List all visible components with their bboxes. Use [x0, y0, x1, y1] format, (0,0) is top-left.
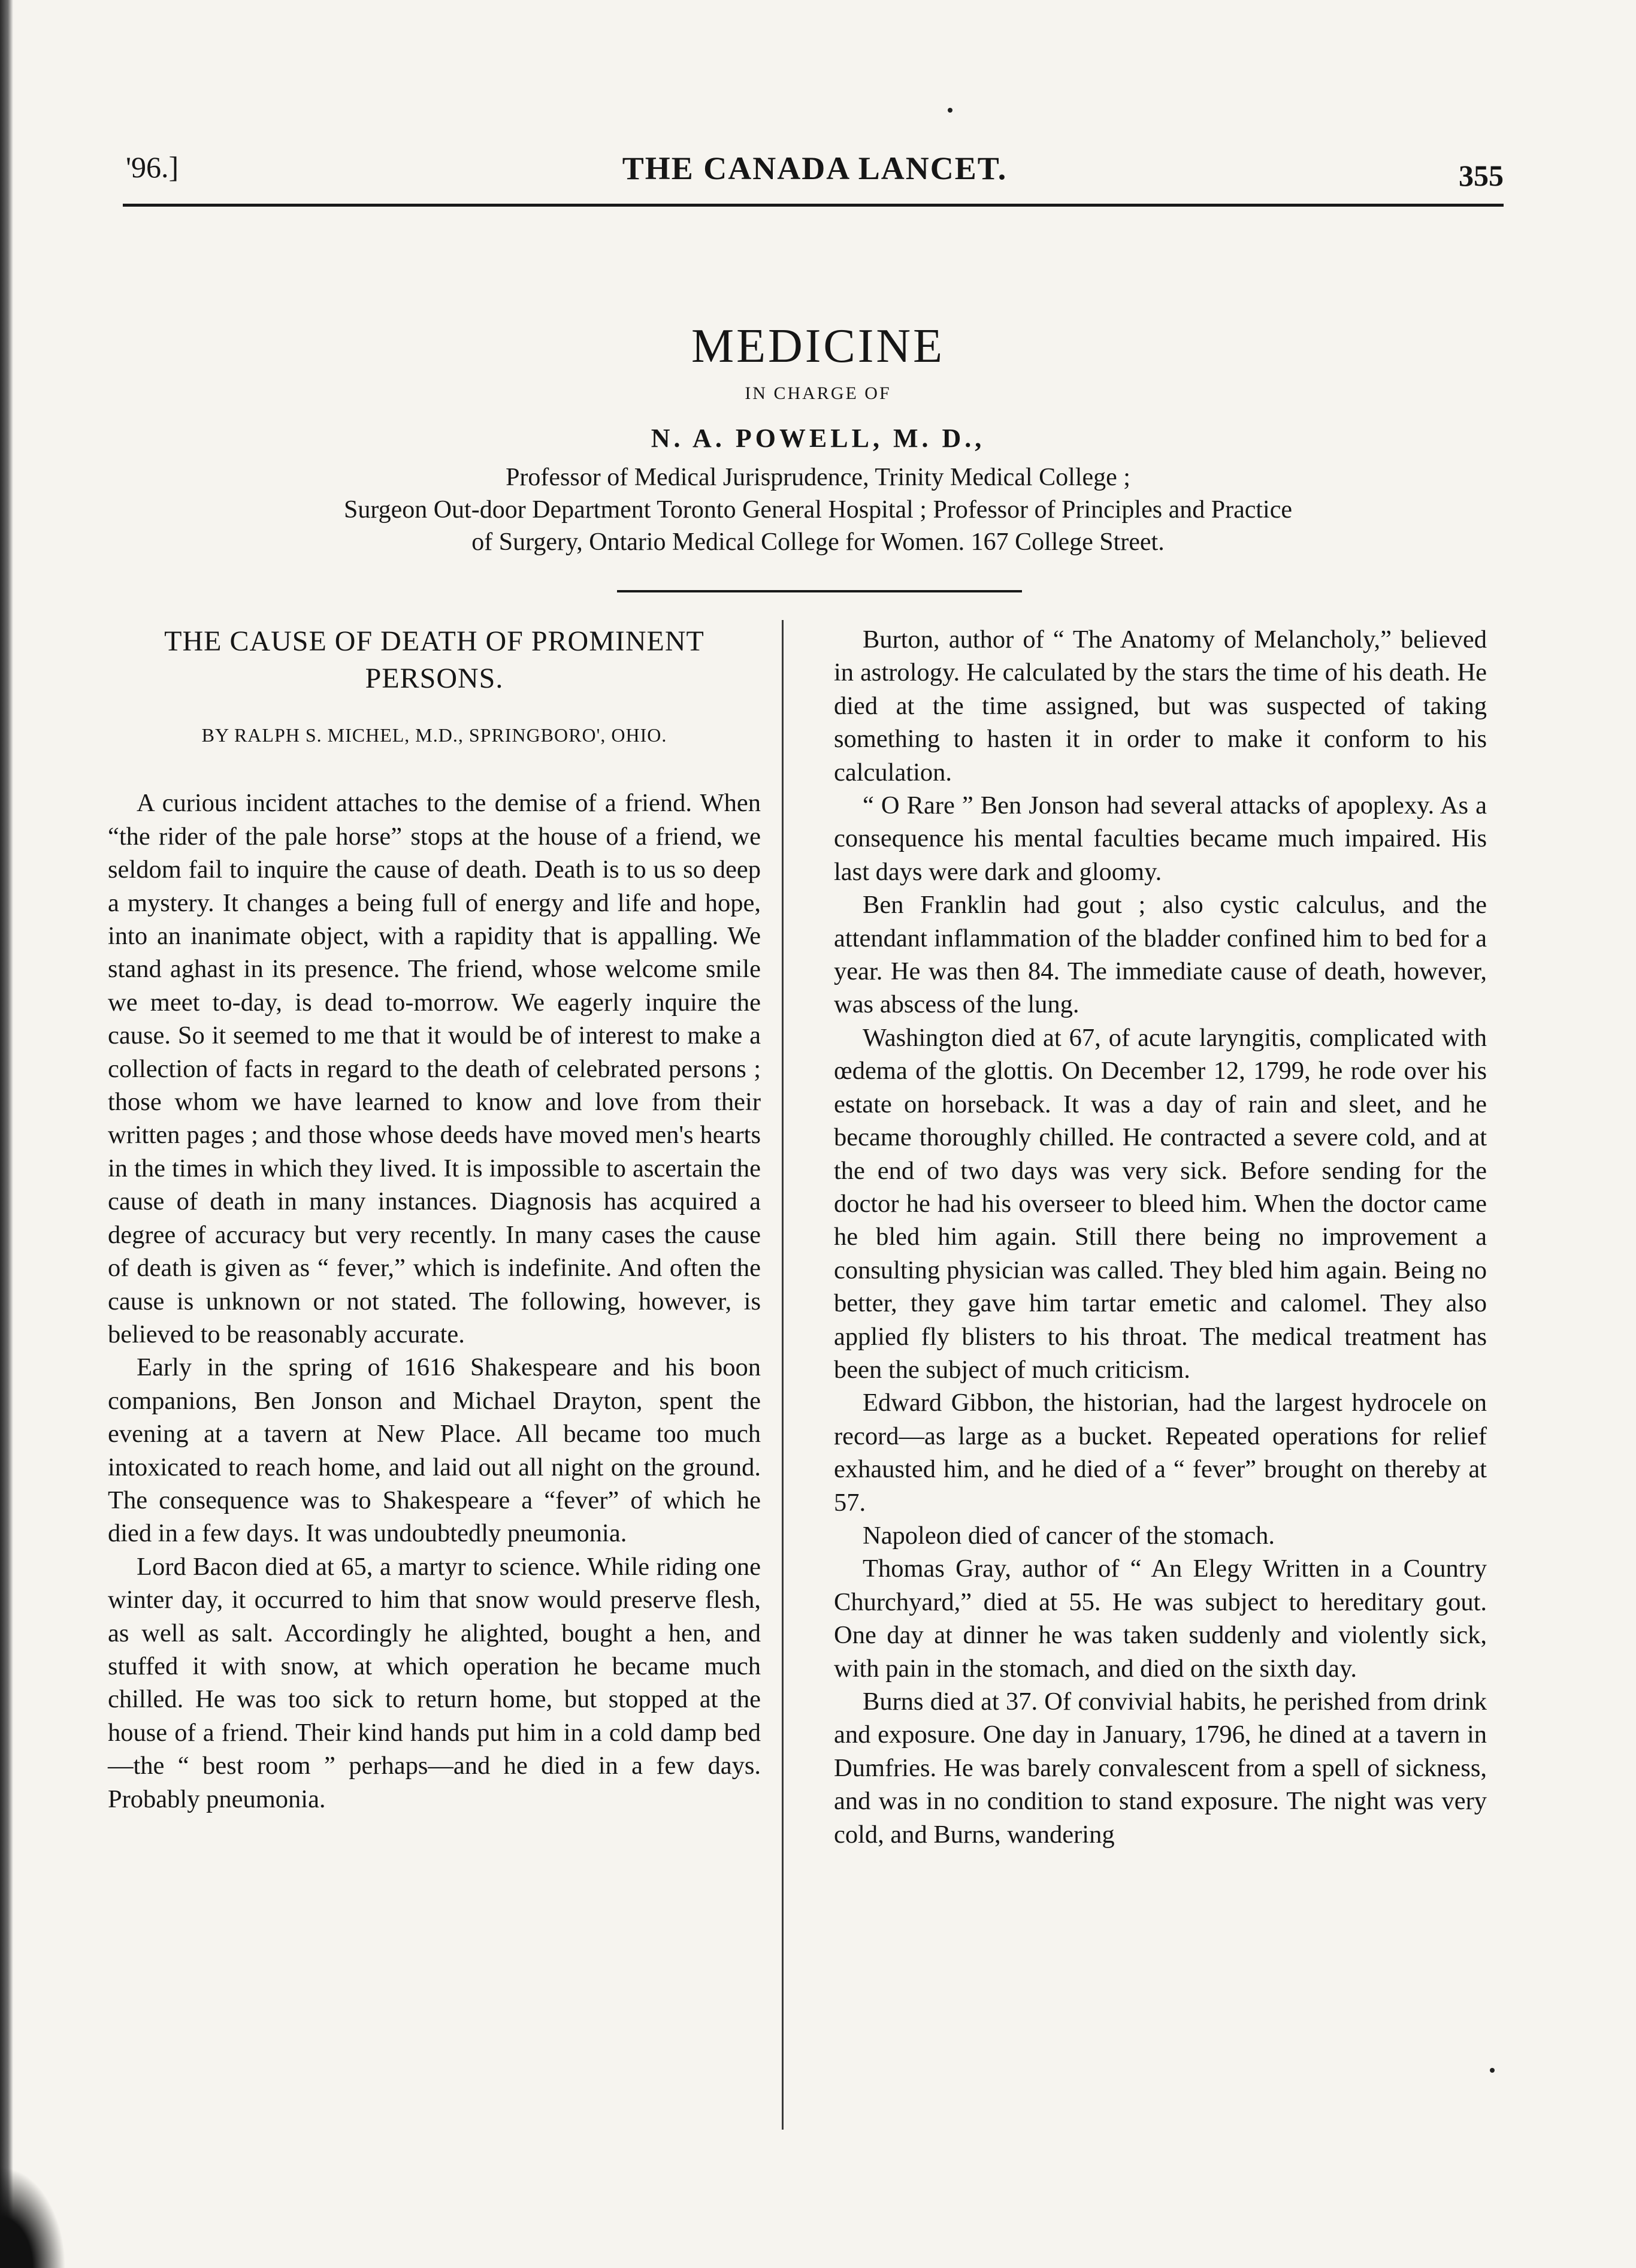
section-title: MEDICINE — [691, 320, 945, 373]
page-number: 355 — [1459, 159, 1504, 192]
paragraph: Thomas Gray, author of “ An Elegy Written in a Country Churchyard,” died at 55. He was subject to hereditary gout. One day at dinner he was taken suddenly and violently sick, with pain in the stomach, and died on the sixth day. — [834, 1555, 1487, 1683]
volume-year: '96.] — [126, 150, 179, 184]
article-byline: BY RALPH S. MICHEL, M.D., SPRINGBORO', OHIO. — [201, 724, 667, 746]
section-rule — [617, 590, 1022, 592]
running-head — [126, 150, 1504, 198]
scan-corner-blot — [0, 2166, 66, 2268]
paragraph: “ O Rare ” Ben Jonson had several attacks of apoplexy. As a consequence his mental faculties became much impaired. His last days were dark and gloomy. — [834, 791, 1487, 886]
affiliation-line: of Surgery, Ontario Medical College for Women. 167 College Street. — [471, 528, 1165, 556]
paragraph: Napoleon died of cancer of the stomach. — [863, 1521, 1275, 1550]
left-column — [108, 623, 761, 1816]
header-rule — [123, 204, 1504, 207]
paragraph: Lord Bacon died at 65, a martyr to science. While riding one winter day, it occurred to him that snow would preserve flesh, as well as salt. Accordingly he alighted, bought a hen, and stuffed it with snow, at which operation he became much chilled. He was too sick to return home, but stopped at the house of a friend. Their kind hands put him in a cold damp bed—the “ best room ” perhaps—and he died in a few days. Probably pneumonia. — [108, 1552, 761, 1813]
journal-title: THE CANADA LANCET. — [622, 150, 1008, 186]
paragraph: Edward Gibbon, the historian, had the largest hydrocele on record—as large as a bucket. Repeated operations for relief exhausted him, and he died of a “ fever” brought on thereby at 57. — [834, 1389, 1487, 1517]
editor-affiliation — [0, 462, 1636, 558]
column-divider — [782, 620, 784, 2130]
section-header — [0, 317, 1636, 558]
affiliation-line: Surgeon Out-door Department Toronto General Hospital ; Professor of Principles and Practice — [344, 495, 1292, 524]
scan-speck — [948, 108, 952, 113]
scan-speck — [1490, 2068, 1495, 2073]
paragraph: Early in the spring of 1616 Shakespeare and his boon companions, Ben Jonson and Michael Drayton, spent the evening at a tavern at New Place. All became too much intoxicated to reach home, and laid out all night on the ground. The consequence was to Shakespeare a “fever” of which he died in a few days. It was undoubtedly pneumonia. — [108, 1353, 761, 1548]
in-charge-label: IN CHARGE OF — [745, 383, 891, 403]
paragraph: Ben Franklin had gout ; also cystic calculus, and the attendant inflammation of the bladder confined him to bed for a year. He was then 84. The immediate cause of death, however, was abscess of the lung. — [834, 891, 1487, 1019]
paragraph: A curious incident attaches to the demise of a friend. When “the rider of the pale horse” stops at the house of a friend, we seldom fail to inquire the cause of death. Death is to us so deep a mystery. It changes a being full of energy and life and hope, into an inanimate object, with a rapidity that is appalling. We stand aghast in its presence. The friend, whose welcome smile we meet to-day, is dead to-morrow. We eagerly inquire the cause. So it seemed to me that it would be of interest to make a collection of facts in regard to the death of celebrated persons ; those whom we have learned to know and love from their written pages ; and those whose deeds have moved men's hearts in the times in which they lived. It is impossible to ascertain the cause of death in many instances. Diagnosis has acquired a degree of accuracy but very recently. In many cases the cause of death is given as “ fever,” which is indefinite. And often the cause is unknown or not stated. The following, however, is believed to be reasonably accurate. — [108, 789, 761, 1348]
paragraph: Burton, author of “ The Anatomy of Melancholy,” believed in astrology. He calculated by the stars the time of his death. He died at the time assigned, but was suspected of taking something to hasten it in order to make it conform to his calculation. — [834, 625, 1487, 787]
section-editor: N. A. POWELL, M. D., — [651, 424, 985, 453]
paragraph: Washington died at 67, of acute laryngitis, complicated with œdema of the glottis. On December 12, 1799, he rode over his estate on horseback. It was a day of rain and sleet, and he became thoroughly chilled. He contracted a severe cold, and at the end of two days was very sick. Before sending for the doctor he had his overseer to bleed him. When the doctor came he bled him again. Still there being no improvement a consulting physician was called. They bled him again. Being no better, they gave him tartar emetic and calomel. They also applied fly blisters to his throat. The medical treatment has been the subject of much criticism. — [834, 1023, 1487, 1384]
right-column — [834, 623, 1487, 1851]
article-title: THE CAUSE OF DEATH OF PROMINENT PERSONS. — [164, 625, 704, 694]
paragraph: Burns died at 37. Of convivial habits, he perished from drink and exposure. One day in January, 1796, he dined at a tavern in Dumfries. He was barely convalescent from a spell of sickness, and was in no condition to stand exposure. The night was very cold, and Burns, wandering — [834, 1688, 1487, 1849]
affiliation-line: Professor of Medical Jurisprudence, Trinity Medical College ; — [506, 464, 1130, 491]
